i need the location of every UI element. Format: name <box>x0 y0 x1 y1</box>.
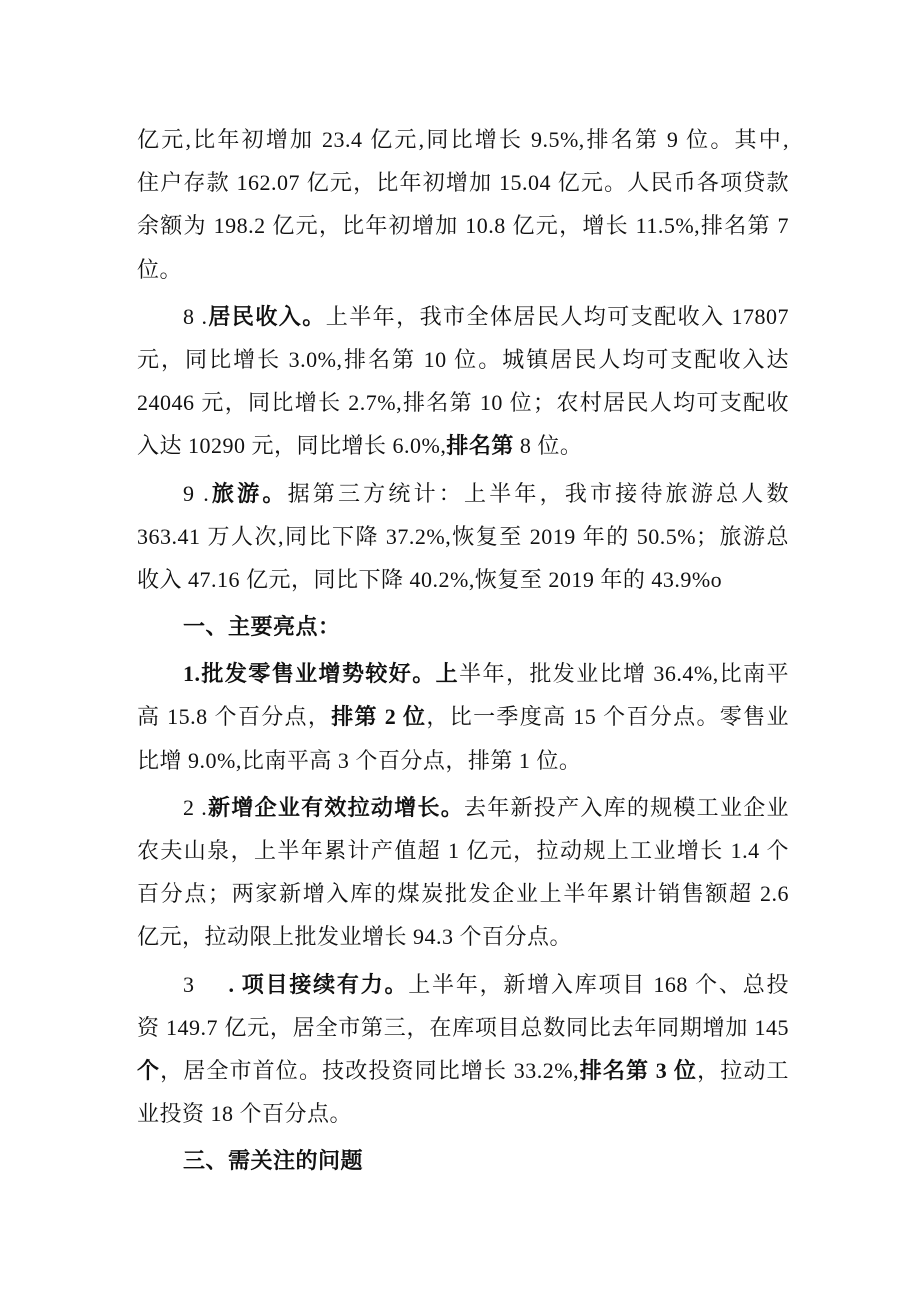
item-number: 2 . <box>183 794 208 820</box>
text-line: 住户存款 162.07 亿元，比年初增加 15.04 亿元。人民币各项贷款 <box>137 170 789 196</box>
item-heading: 批发零售业增势较好。上 <box>200 661 460 687</box>
item-number: 3 <box>183 971 195 997</box>
text-line: 363.41 万人次,同比下降 37.2%,恢复至 2019 年的 50.5%；旅游总 <box>137 523 789 549</box>
text-line: 1.批发零售业增势较好。上半年，批发业比增 36.4%,比南平 <box>183 661 789 687</box>
text-line: 2 .新增企业有效拉动增长。去年新投产入库的规模工业企业 <box>183 794 789 820</box>
paragraph-tourism <box>137 472 789 602</box>
text-line: 资 149.7 亿元，居全市第三，在库项目总数同比去年同期增加 145 <box>137 1014 789 1040</box>
item-heading: 旅游。 <box>209 480 288 506</box>
text-line: 亿元,比年初增加 23.4 亿元,同比增长 9.5%,排名第 9 位。其中, <box>137 127 789 152</box>
section-heading-issues: 三、需关注的问题 <box>183 1148 364 1174</box>
text-line: 3 . 项目接续有力。上半年，新增入库项目 168 个、总投 <box>183 971 789 997</box>
item-number: 1. <box>183 661 201 687</box>
paragraph-new-enterprises <box>137 786 789 959</box>
text-line: 业投资 18 个百分点。 <box>137 1101 353 1127</box>
item-number: 8 . <box>183 303 208 329</box>
text-line: 农夫山泉，上半年累计产值超 1 亿元，拉动规上工业增长 1.4 个 <box>137 838 789 863</box>
text-line: 百分点；两家新增入库的煤炭批发企业上半年累计销售额超 2.6 <box>137 881 789 907</box>
item-heading: 新增企业有效拉动增长。 <box>207 794 464 820</box>
text-line: 元，同比增长 3.0%,排名第 10 位。城镇居民人均可支配收入达 <box>137 346 789 372</box>
text-line: 个，居全市首位。技改投资同比增长 33.2%,排名第 3 位，拉动工 <box>137 1057 789 1083</box>
item-number: 9 . <box>183 480 210 506</box>
paragraph-wholesale-retail <box>137 652 789 782</box>
text-line: 8 .居民收入。上半年，我市全体居民人均可支配收入 17807 <box>183 303 789 329</box>
paragraph-resident-income <box>137 295 789 468</box>
text-line: 入达 10290 元，同比增长 6.0%,排名第 8 位。 <box>137 433 583 459</box>
text-line: 亿元，拉动限上批发业增长 94.3 个百分点。 <box>137 924 573 950</box>
text-line: 比增 9.0%,比南平高 3 个百分点，排第 1 位。 <box>137 747 582 773</box>
paragraph-projects <box>137 963 789 1136</box>
item-heading: 居民收入。 <box>207 303 326 329</box>
section-heading-highlights: 一、主要亮点： <box>183 614 341 640</box>
text-line: 24046 元，同比增长 2.7%,排名第 10 位；农村居民人均可支配收 <box>137 390 789 416</box>
text-line: 余额为 198.2 亿元，比年初增加 10.8 亿元，增长 11.5%,排名第 7 <box>137 213 789 239</box>
text-line: 高 15.8 个百分点，排第 2 位，比一季度高 15 个百分点。零售业 <box>137 704 789 730</box>
text-line: 收入 47.16 亿元，同比下降 40.2%,恢复至 2019 年的 43.9%o <box>137 566 723 592</box>
item-heading: . 项目接续有力。 <box>228 971 409 997</box>
text-line: 位。 <box>137 256 183 282</box>
text-line: 9 .旅游。据第三方统计：上半年，我市接待旅游总人数 <box>183 480 789 506</box>
document-page <box>137 118 789 1183</box>
paragraph-deposits <box>137 118 789 291</box>
